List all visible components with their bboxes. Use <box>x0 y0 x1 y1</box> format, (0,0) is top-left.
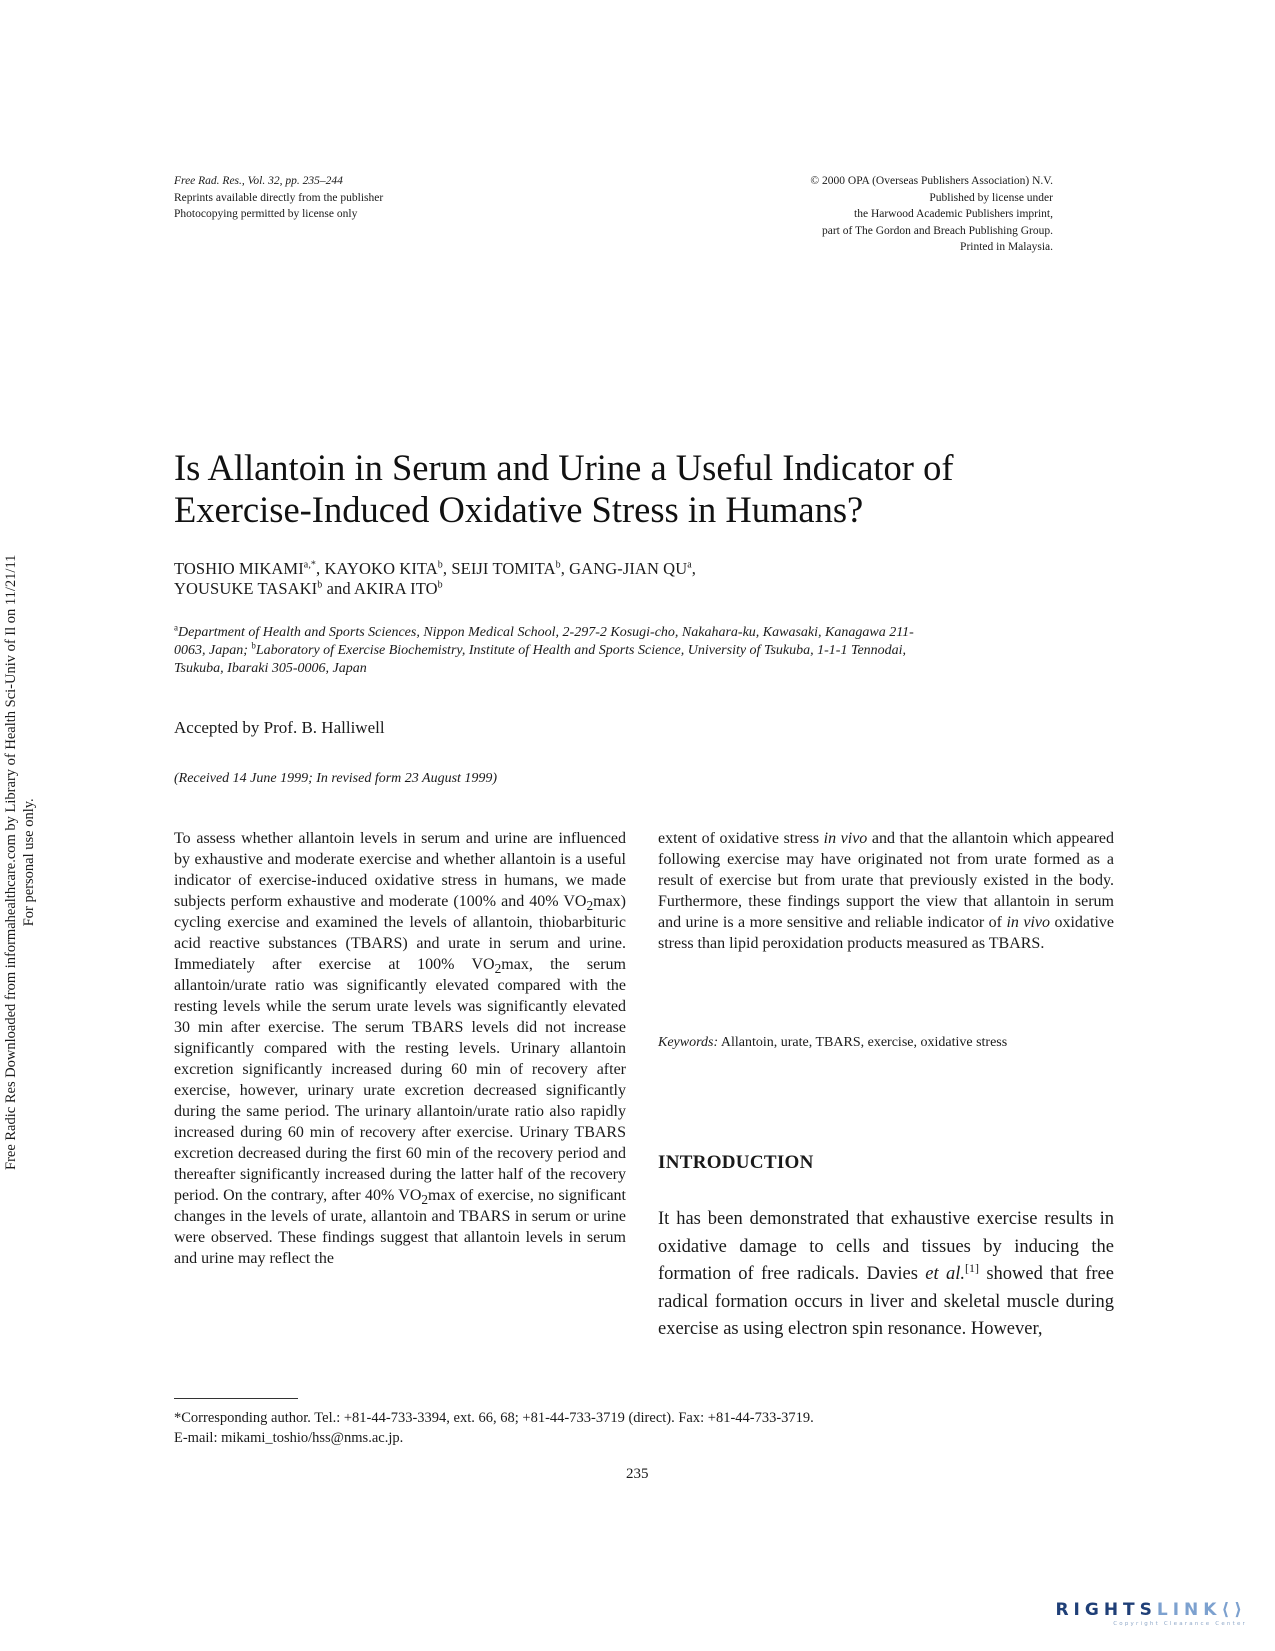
intro-paragraph: showed that free radical formation occurs in liver and skeletal muscle during exercise as using electron spin resonance. However, <box>658 1264 1114 1339</box>
download-notice-text <box>2 555 38 1170</box>
author-affil-mark: b <box>437 559 443 571</box>
logo-rights: RIGHTS <box>1055 1600 1157 1620</box>
title-line-2: Exercise-Induced Oxidative Stress in Humans? <box>174 489 864 530</box>
abstract-text: and that the allantoin which appeared following exercise may have originated not from urate formed as a result of exercise but from urate that previously existed in the body. Furthermore, these findings support the view that allantoin in serum and urine is a more sensitive and reliable indicator of <box>658 830 1115 931</box>
title-line-1: Is Allantoin in Serum and Urine a Useful Indicator of <box>174 447 954 488</box>
copyright-block <box>810 173 1053 256</box>
logo-tagline: Copyright Clearance Center <box>1113 1621 1247 1627</box>
corresponding-author-footnote <box>174 1408 994 1448</box>
accepted-by: Accepted by Prof. B. Halliwell <box>174 718 385 737</box>
license-line: Published by license under <box>929 191 1053 204</box>
author-affil-mark: b <box>317 579 323 591</box>
abstract-text: To assess whether allantoin levels in serum and urine are influenced by exhaustive and moderate exercise and whether allantoin is a useful indicator of exercise-induced oxidative stress in humans, we made subjects perform exhaustive and moderate (100% and 40% VO <box>174 830 626 910</box>
citation-ref[interactable]: [1] <box>964 1260 979 1275</box>
author-name: AKIRA ITO <box>354 579 438 598</box>
keywords <box>658 1034 1038 1053</box>
copyright-line: © 2000 OPA (Overseas Publishers Association) N.V. <box>810 175 1053 187</box>
affil-mark-b: b <box>251 640 256 651</box>
printed-in-line: Printed in Malaysia. <box>960 241 1053 253</box>
abstract <box>174 828 626 1269</box>
journal-citation: Free Rad. Res., Vol. 32, pp. 235–244 <box>174 175 343 187</box>
logo-link: LINK <box>1156 1600 1222 1620</box>
author-conjunction: and <box>326 579 351 598</box>
section-heading-introduction: INTRODUCTION <box>658 1152 814 1173</box>
subscript: 2 <box>421 1192 429 1208</box>
imprint-line: the Harwood Academic Publishers imprint, <box>854 208 1053 220</box>
author-name: TOSHIO MIKAMI <box>174 559 304 578</box>
footnote-contact: *Corresponding author. Tel.: +81-44-733-3394, ext. 66, 68; +81-44-733-3719 (direct). Fax: +81-44-733-3719. <box>174 1410 814 1426</box>
subscript: 2 <box>494 961 502 977</box>
author-affil-mark: b <box>437 579 443 591</box>
affiliations <box>174 624 934 678</box>
affiliation-b: Laboratory of Exercise Biochemistry, Institute of Health and Sports Science, University of Tsukuba, 1-1-1 Tennodai, Tsukuba, Ibaraki 305-0006, Japan <box>174 643 907 676</box>
download-notice-line-2: For personal use only. <box>21 798 37 927</box>
author-name: GANG-JIAN QU <box>569 559 688 578</box>
received-dates: (Received 14 June 1999; In revised form 23 August 1999) <box>174 771 498 786</box>
article-title <box>174 447 1114 531</box>
introduction-text <box>658 1206 1114 1344</box>
abstract-text: max) cycling exercise and examined the levels of allantoin, thiobarbituric acid reactive substances (TBARS) and urate in serum and urine. Immediately after exercise at 100% VO <box>174 893 626 973</box>
download-notice-line-1: Free Radic Res Downloaded from informahealthcare.com by Library of Health Sci-Univ of Il on 11/21/11 <box>3 554 19 1170</box>
reprints-line: Reprints available directly from the publisher <box>174 191 384 204</box>
abstract-text: max, the serum allantoin/urate ratio was significantly elevated compared with the resting levels while the serum urate levels was significantly elevated 30 min after exercise. The serum TBARS levels did not increase significantly compared with the resting levels. Urinary allantoin excretion significantly increased during 60 min of recovery after exercise, however, urinary urate excretion decreased significantly during the same period. The urinary allantoin/urate ratio also rapidly increased during 60 min of recovery after exercise. Urinary TBARS excretion decreased during the first 60 min of the recovery period and thereafter significantly increased during the latter half of the recovery period. On the contrary, after 40% VO <box>174 956 626 1204</box>
logo-wordmark <box>1055 1600 1247 1620</box>
author-affil-mark: a <box>687 559 692 571</box>
author-affil-mark: b <box>555 559 561 571</box>
keywords-label: Keywords: <box>658 1035 719 1050</box>
abstract-text: max of exercise, no significant changes in the levels of urate, allantoin and TBARS in serum or urine were observed. These findings suggest that allantoin levels in serum and urine may reflect the <box>174 1187 626 1267</box>
author-list: TOSHIO $MIKAMI^{a,*}$, KAYOKO KITA$^b$, SEIJI TOMITA$^b$, GANG-JIAN $QU^a$, YOUSUKE TASAKI$^b$ and AKIRA ITO$^b$ <box>174 559 696 598</box>
chevron-icon: ⟨⟩ <box>1221 1600 1247 1620</box>
author-name: KAYOKO KITA <box>324 559 438 578</box>
italic-term: in vivo <box>823 830 868 847</box>
rightslink-logo[interactable] <box>1055 1600 1247 1627</box>
author-name: SEIJI TOMITA <box>451 559 556 578</box>
author-affil-mark: a,* <box>303 559 317 571</box>
intro-paragraph: It has been demonstrated that exhaustive exercise results in oxidative damage to cells and tissues by inducing the formation of free radicals. Davies <box>658 1209 1114 1284</box>
abstract-continued <box>658 828 1114 954</box>
footnote-rule <box>174 1398 298 1399</box>
affil-mark-a: a <box>174 622 178 633</box>
footnote-email: E-mail: mikami_toshio/hss@nms.ac.jp. <box>174 1430 404 1446</box>
abstract-text: extent of oxidative stress <box>658 830 824 847</box>
journal-header <box>174 173 383 223</box>
author-name: YOUSUKE TASAKI <box>174 579 318 598</box>
italic-term: in vivo <box>1006 914 1051 931</box>
photocopying-line: Photocopying permitted by license only <box>174 208 358 220</box>
publisher-group-line: part of The Gordon and Breach Publishing Group. <box>821 224 1053 237</box>
subscript: 2 <box>586 898 594 914</box>
page-number: 235 <box>626 1466 649 1482</box>
affiliation-a: Department of Health and Sports Sciences, Nippon Medical School, 2-297-2 Kosugi-cho, Nakahara-ku, Kawasaki, Kanagawa 211-0063, Japan; <box>174 625 914 658</box>
abstract-text: oxidative stress than lipid peroxidation products measured as TBARS. <box>658 914 1115 952</box>
italic-term: et al. <box>925 1264 965 1284</box>
keywords-value: Allantoin, urate, TBARS, exercise, oxidative stress <box>720 1035 1008 1050</box>
